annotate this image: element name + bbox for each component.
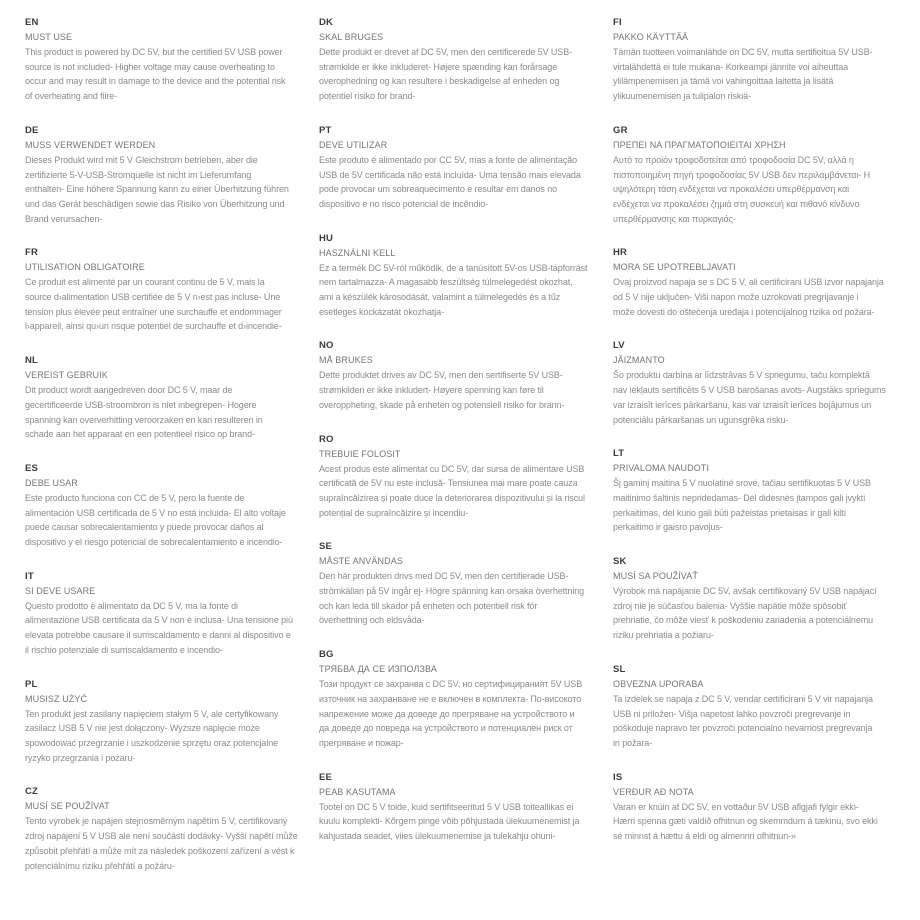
- body-line: puede causar sobrecalentamiento y puede provocar daños al: [25, 522, 264, 533]
- body-line: nav iekļauts sertificēts 5 V USB barošanas avots- Augstāks spriegums: [613, 385, 886, 396]
- section-title: PAKKO KÄYTTÄÄ: [613, 32, 689, 42]
- language-section-nl: [25, 353, 319, 442]
- body-line: potentiel risiko for brand-: [319, 91, 416, 102]
- body-line: източник на захранване не е включен в комплекта- По-високото: [319, 693, 582, 704]
- body-line: ylikuumenemisen ja tulipalon riskiä-: [613, 91, 751, 102]
- body-line: gecertificeerde USB-stroombron is niet inbegrepen- Hogere: [25, 399, 257, 410]
- body-line: var izraisīt ierīces pārkaršanu, kas var izraisīt ierīces bojājumus un: [613, 399, 872, 410]
- body-line: Acest produs este alimentat cu DC 5V, dar sursa de alimentare USB: [319, 463, 585, 474]
- section-title: SKAL BRUGES: [319, 32, 384, 42]
- language-section-pt: [319, 123, 613, 212]
- language-section-sl: [613, 662, 907, 751]
- body-line: kuulu komplekti- Kõrgem pinge võib põhjustada ülekuumenemist ja: [319, 816, 580, 827]
- section-title: MORA SE UPOTREBLJAVATI: [613, 262, 736, 273]
- language-section-pl: [25, 677, 319, 766]
- body-line: certificată de 5V nu este inclusă- Tensiunea mai mare poate cauza: [319, 478, 578, 489]
- body-line: elevata potrebbe causare il surriscaldamento e danni al dispositivo e: [25, 630, 291, 641]
- language-code: DE: [25, 124, 39, 136]
- body-line: occur and may result in damage to the device and the potential risk: [25, 76, 286, 87]
- body-line: ami a készülék károsodását, valamint a túlmelegedés és a tűz: [319, 292, 561, 303]
- body-line: Varan er knúin af DC 5V, en vottaður 5V USB aflgjafi fylgir ekki-: [613, 801, 859, 812]
- body-line: Questo prodotto è alimentato da DC 5 V, ma la fonte di: [25, 600, 238, 611]
- language-section-de: [25, 123, 319, 227]
- language-code: NL: [25, 355, 39, 367]
- language-code: EE: [319, 771, 333, 783]
- language-section-bg: [319, 647, 613, 751]
- language-code: DK: [319, 17, 334, 28]
- language-code: GR: [613, 124, 628, 136]
- body-line: potenciālu pārkaršanas un ugunsgrēka risku-: [613, 414, 789, 425]
- body-line: Este producto funciona con CC de 5 V, pero la fuente de: [25, 492, 245, 503]
- body-line: Tento výrobek je napájen stejnosměrným napětím 5 V, certifikovaný: [25, 816, 288, 827]
- body-line: Dit product wordt aangedreven door DC 5 V, maar de: [25, 385, 233, 396]
- body-line: Den här produkten drivs med DC 5V, men den certifierade USB-: [319, 571, 569, 582]
- body-line: ενδέχεται να προκαλέσει ζημιά στη συσκευή και πιθανό κίνδυνο: [613, 198, 860, 209]
- language-section-ro: [319, 432, 613, 521]
- language-code: PL: [25, 678, 38, 690]
- body-line: Šį gaminį maitina 5 V nuolatinė srovė, tačiau sertifikuotas 5 V USB: [613, 478, 871, 489]
- body-line: Dette produktet drives av DC 5V, men den sertifiserte 5V USB-: [319, 370, 563, 381]
- body-line: perkaitimo ir gaisro pavojus-: [613, 522, 723, 533]
- body-line: nem tartalmazza- A magasabb feszültség túlmelegedést okozhat,: [319, 277, 573, 288]
- language-code: SK: [613, 556, 627, 568]
- body-line: perkaitimas, dėl kurio gali būti pažeistas prietaisas ir gali kilti: [613, 507, 846, 518]
- body-line: il rischio potenziale di surriscaldamento e incendio-: [25, 644, 223, 655]
- body-line: schade aan het apparaat en een potentieel risico op brand-: [25, 429, 255, 440]
- language-code: NO: [319, 340, 334, 352]
- language-code: FR: [25, 247, 39, 259]
- section-title: HASZNÁLNI KELL: [319, 247, 396, 258]
- section-title: DEBE USAR: [25, 477, 78, 488]
- body-line: alimentazione USB certificata da 5 V non è inclusa- Una tensione più: [25, 615, 293, 626]
- body-line: dispositivo e no risco potencial de incêndio-: [319, 198, 489, 209]
- body-line: напрежение може да доведе до прегряване на устройството и: [319, 708, 575, 719]
- section-title: PEAB KASUTAMA: [319, 786, 396, 797]
- section-title: MUST USE: [25, 32, 73, 42]
- language-code: IS: [613, 771, 623, 783]
- body-line: Ovaj proizvod napaja se s DC 5 V, ali certificirani USB izvor napajanja: [613, 277, 884, 288]
- section-title: MÅ BRUKES: [319, 355, 373, 366]
- section-title: VEREIST GEBRUIK: [25, 370, 108, 381]
- section-title: MUSS VERWENDET WERDEN: [25, 139, 156, 150]
- language-section-fr: [25, 245, 319, 334]
- language-section-no: [319, 338, 613, 412]
- body-line: Ta izdelek se napaja z DC 5 V, vendar certificirani 5 V vir napajanja: [613, 693, 873, 704]
- body-line: pode provocar um sobreaquecimento e resultar em danos no: [319, 184, 558, 195]
- section-title: MUSÍ SE POUŽÍVAT: [25, 801, 110, 812]
- body-line: zdroj nie je súčasťou balenia- Vyššie napätie môže spôsobiť: [613, 600, 847, 611]
- language-section-sk: [613, 554, 907, 643]
- language-code: ES: [25, 462, 39, 474]
- language-section-gr: [613, 123, 907, 227]
- body-line: Výrobok má napájanie DC 5V, avšak certifikovaný 5V USB napájací: [613, 586, 877, 597]
- language-code: BG: [319, 649, 334, 661]
- language-section-ee: [319, 770, 613, 844]
- language-code: CZ: [25, 786, 39, 798]
- language-code: LV: [613, 340, 625, 352]
- section-title: MUSISZ UŻYĆ: [25, 693, 88, 704]
- language-code: LT: [613, 448, 625, 460]
- section-title: VERÐUR AÐ NOTA: [613, 786, 694, 797]
- body-line: of overheating and fiire-: [25, 91, 118, 102]
- body-line: zertifizierte 5-V-USB-Stromquelle ist nicht im Lieferumfang: [25, 169, 252, 180]
- language-section-cz: [25, 784, 319, 873]
- body-line: USB de 5V certificada não está incluída- Uma tensão mais elevada: [319, 169, 581, 180]
- body-line: πιστοποιημένη πηγή τροφοδοσίας 5V USB δεν περιλαμβάνεται- Η: [613, 169, 870, 180]
- body-line: zasilacz USB 5 V nie jest dołączony- Wyższe napięcie może: [25, 723, 260, 734]
- language-section-hu: [319, 231, 613, 320]
- body-line: прегряване и пожар-: [319, 737, 404, 748]
- section-title: MUSÍ SA POUŽÍVAŤ: [613, 571, 698, 582]
- body-line: Ce produit est alimenté par un courant continu de 5 V, mais la: [25, 277, 265, 288]
- section-title: PRIVALOMA NAUDOTI: [613, 463, 710, 474]
- body-line: ylilämpenemisen ja tämä voi vahingoittaa laitetta ja lisätä: [613, 76, 834, 87]
- section-title: TREBUIE FOLOSIT: [319, 448, 401, 459]
- language-section-it: [25, 569, 319, 658]
- body-line: Hærri spenna gæti valdið ofhitnun og skemmdum á tækinu, svo ekki: [613, 816, 878, 827]
- language-code: SE: [319, 541, 333, 553]
- language-code: FI: [613, 17, 622, 28]
- language-code: HR: [613, 247, 628, 259]
- language-section-es: [25, 461, 319, 550]
- body-line: alimentación USB certificada de 5 V no está incluida- El alto voltaje: [25, 507, 286, 518]
- body-line: ryzyko przegrzania i pożaru-: [25, 752, 136, 763]
- language-section-lv: [613, 338, 907, 427]
- body-line: υπερθέρμανσης και πυρκαγιάς-: [613, 213, 736, 224]
- body-line: prehriatie, čo môže viesť k poškodeniu zariadenia a potenciálnemu: [613, 615, 874, 626]
- body-line: esetleges kockázatát okozhatja-: [319, 306, 444, 317]
- language-section-en: [25, 15, 319, 104]
- language-code: EN: [25, 17, 39, 28]
- body-line: tension plus élevée peut entraîner une surchauffe et endommager: [25, 306, 282, 317]
- body-line: supraîncălzirea și poate duce la deteriorarea dispozitivului și la riscul: [319, 492, 585, 503]
- body-line: virtalähdettä ei tule mukana- Korkeampi jännite voi aiheuttaa: [613, 61, 849, 72]
- language-code: RO: [319, 433, 334, 445]
- body-line: strømkilde er ikke inkluderet- Højere spænding kan forårsage: [319, 61, 558, 72]
- body-line: Dette produkt er drevet af DC 5V, men den certificerede 5V USB-: [319, 47, 572, 57]
- body-line: maitinimo šaltinis nepridedamas- Dėl didesnės įtampos gali įvykti: [613, 492, 866, 503]
- body-line: Dieses Produkt wird mit 5 V Gleichstrom betrieben, aber die: [25, 154, 258, 165]
- body-line: source d›alimentation USB certifiée de 5 V n›est pas incluse- Une: [25, 292, 281, 303]
- body-line: source is not included- Higher voltage may cause overheating to: [25, 61, 275, 72]
- section-title: UTILISATION OBLIGATOIRE: [25, 262, 145, 273]
- body-line: sé minnst á hættu á eldi og almennri ofhitnun-»: [613, 831, 796, 842]
- body-line: in požara-: [613, 737, 653, 748]
- body-line: och kan leda till skador på enheten och potentiell risk för: [319, 600, 538, 611]
- body-line: potențial de supraîncălzire și incendiu-: [319, 507, 469, 518]
- body-line: Този продукт се захранва с DC 5V, но сертифицираният 5V USB: [319, 679, 583, 690]
- section-title: DEVE UTILIZAR: [319, 139, 388, 150]
- body-line: Ten produkt jest zasilany napięciem stałym 5 V, ale certyfikowany: [25, 708, 279, 719]
- body-line: strømkilden er ikke inkludert- Høyere spenning kan føre til: [319, 385, 544, 396]
- language-section-is: [613, 770, 907, 844]
- body-line: да доведе до повреда на устройството и потенциален риск от: [319, 723, 573, 734]
- body-line: spowodować przegrzanie i uszkodzenie sprzętu oraz potencjalne: [25, 737, 279, 748]
- body-line: potenciálnímu riziku přehřátí a požáru-: [25, 860, 175, 871]
- section-title: JĀIZMANTO: [613, 355, 665, 366]
- body-line: Tämän tuotteen voimanlähde on DC 5V, mutta sertifioitua 5V USB-: [613, 47, 873, 57]
- body-line: od 5 V nije uključen- Viši napon može uzrokovati pregrijavanje i: [613, 292, 859, 303]
- body-line: zdroj napájení 5 V USB ale není součástí dodávky- Vyšší napětí může: [25, 831, 298, 842]
- section-title: OBVEZNA UPORABA: [613, 678, 704, 689]
- body-line: Este produto é alimentado por CC 5V, mas a fonte de alimentação: [319, 154, 578, 165]
- language-code: IT: [25, 570, 34, 582]
- body-line: poškoduje napravo ter povzroči potencialno nevarnost pregrevanja: [613, 723, 873, 734]
- language-section-se: [319, 539, 613, 628]
- body-line: Ez a termék DC 5V-ról működik, de a tanúsított 5V-os USB-tápforrást: [319, 262, 588, 273]
- body-line: overophedning og kan resultere i beskadigelse af enheden og: [319, 76, 560, 87]
- section-title: MÅSTE ANVÄNDAS: [319, 556, 403, 567]
- body-line: l›appareil, ainsi qu›un risque potentiel de surchauffe et d›incendie-: [25, 321, 282, 332]
- language-section-lt: [613, 446, 907, 535]
- body-line: Tootel on DC 5 V toide, kuid sertifitseeritud 5 V USB toiteallikas ei: [319, 801, 574, 812]
- body-line: enthalten- Eine höhere Spannung kann zu einer Überhitzung führen: [25, 184, 289, 195]
- body-line: može dovesti do oštećenja uređaja i potencijalnog rizika od požara-: [613, 306, 875, 317]
- body-line: overoppheting, skade på enheten og potensiell risiko for brann-: [319, 399, 565, 410]
- body-line: Αυτό το προϊόν τροφοδοτείται από τροφοδοσία DC 5V, αλλά η: [613, 154, 854, 165]
- language-section-fi: [613, 15, 907, 104]
- language-code: SL: [613, 663, 626, 675]
- column-left: [25, 15, 319, 892]
- body-line: överhettning och eldsvåda-: [319, 615, 425, 626]
- language-code: PT: [319, 124, 332, 136]
- body-line: USB ni priložen- Višja napetost lahko povzroči pregrevanje in: [613, 708, 851, 719]
- section-title: ΠΡΕΠΕΙ ΝΑ ΠΡΑΓΜΑΤΟΠΟΙΕΙΤΑΙ ΧΡΗΣΗ: [613, 139, 786, 150]
- language-code: HU: [319, 232, 334, 244]
- language-section-dk: [319, 15, 613, 104]
- body-line: dispositivo y el riesgo potencial de sobrecalentamiento e incendio-: [25, 537, 283, 548]
- section-title: SI DEVE USARE: [25, 585, 96, 596]
- body-line: kahjustada seadet, viies ülekuumenemise ja tulekahju ohuni-: [319, 831, 556, 842]
- language-section-hr: [613, 245, 907, 319]
- body-line: υψηλότερη τάση ενδέχεται να προκαλέσει υπερθέρμανση και: [613, 184, 850, 195]
- body-line: strömkällan på 5V ingår ej- Högre spänning kan orsaka överhettning: [319, 586, 585, 597]
- body-line: This product is powered by DC 5V, but the certified 5V USB power: [25, 47, 283, 57]
- body-line: spanning kan oververhitting veroorzaken en kan resulteren in: [25, 414, 263, 425]
- column-right: [613, 15, 907, 892]
- body-line: Brand verursachen-: [25, 213, 103, 224]
- column-middle: [319, 15, 613, 892]
- body-line: Šo produktu darbina ar līdzstrāvas 5 V spriegumu, taču komplektā: [613, 370, 870, 381]
- section-title: ТРЯБВА ДА СЕ ИЗПОЛЗВА: [319, 664, 437, 675]
- body-line: způsobit přehřátí a může mít za následek poškození zařízení a vést k: [25, 845, 295, 856]
- body-line: riziku prehriatia a požiaru-: [613, 630, 714, 641]
- body-line: und das Gerät beschädigen sowie das Risiko von Überhitzung und: [25, 198, 285, 209]
